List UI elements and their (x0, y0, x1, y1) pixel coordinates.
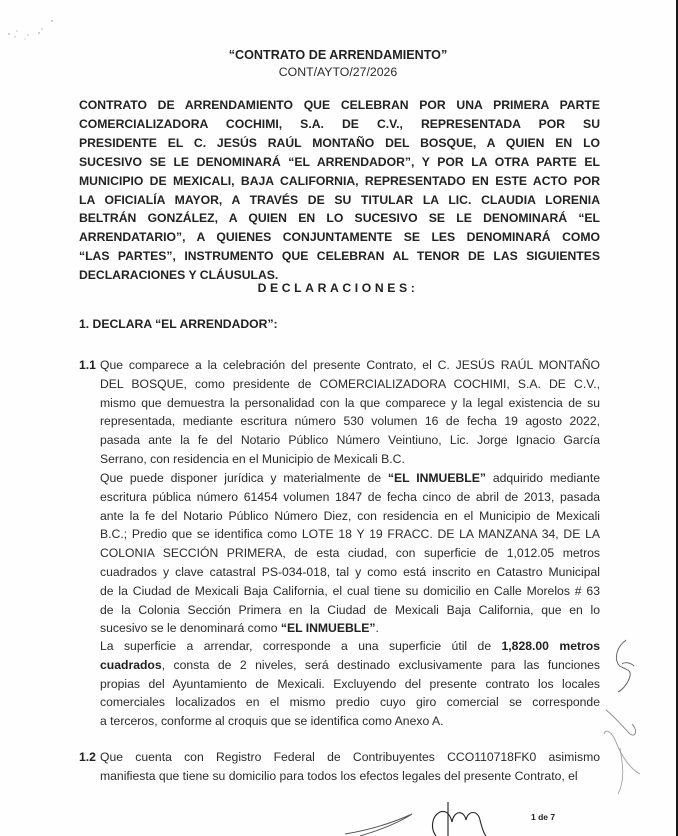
paragraph-line: ante la fe del Notario Público Número Diez, con residencia en el Municipio de Mexicali (100, 508, 600, 523)
paragraph-line: escritura pública número 61454 volumen 1847 de fecha cinco de abril de 2013, pasada (100, 489, 600, 504)
preamble-line: DECLARACIONES Y CLÁUSULAS. (79, 268, 279, 283)
paragraph-superficie (100, 637, 600, 731)
paragraph-line (100, 637, 600, 656)
area-unit: cuadrados (100, 657, 162, 672)
text: , consta de 2 niveles, será destinado exclusivamente para las funciones (161, 657, 600, 672)
margin-initials-signature (600, 628, 660, 798)
paragraph-inmueble (100, 469, 600, 638)
paragraph-line: a terceros, conforme al croquis que se identifica como Anexo A. (100, 714, 444, 729)
item-line: pasada ante la fe del Notario Público Número Veintiuno, Lic. Jorge Ignacio García (100, 433, 600, 448)
paragraph-line: de la Colonia Sección Primera en la Ciudad de Mexicali Baja California, que en lo (100, 602, 600, 617)
item-number: 1.2 (79, 750, 96, 764)
declaration-item-1-1 (79, 356, 600, 469)
text: Que puede disponer jurídica y materialmente de (100, 471, 388, 485)
area-value: 1,828.00 metros (501, 639, 601, 653)
preamble-line: SUCESIVO SE LE DENOMINARÁ “EL ARRENDADOR”, Y POR LA OTRA PARTE EL (79, 154, 600, 169)
declarations-heading: DECLARACIONES: (257, 281, 419, 295)
scan-specks (6, 18, 66, 48)
preamble-line: LA OFICIALÍA MAYOR, A TRAVÉS DE SU TITULAR LA LIC. CLAUDIA LORENIA (79, 192, 600, 207)
preamble-line: CONTRATO DE ARRENDAMIENTO QUE CELEBRAN POR UNA PRIMERA PARTE (79, 98, 600, 112)
paragraph-line: comerciales localizados en el mismo predio cuyo giro comercial se corresponde (100, 695, 600, 710)
text: adquirido mediante (485, 471, 600, 485)
paragraph-line: propias del Ayuntamiento de Mexicali. Excluyendo del presente contrato los locales (100, 676, 600, 691)
paragraph-line (100, 469, 600, 488)
defined-term: “EL INMUEBLE” (387, 471, 486, 485)
section-1-heading: 1. DECLARA “EL ARRENDADOR”: (79, 317, 278, 331)
preamble-line: “LAS PARTES”, INSTRUMENTO QUE CELEBRAN AL TENOR DE LAS SIGUIENTES (79, 249, 600, 264)
document-title: “CONTRATO DE ARRENDAMIENTO” (228, 48, 448, 62)
item-line: representada, mediante escritura número 530 volumen 16 de fecha 19 agosto 2022, (100, 414, 600, 429)
preamble (79, 96, 600, 285)
paragraph-line: COLONIA SECCIÓN PRIMERA, de esta ciudad, con superficie de 1,012.05 metros (100, 546, 600, 561)
item-line: DEL BOSQUE, como presidente de COMERCIALIZADORA COCHIMI, S.A. DE C.V., (100, 376, 600, 391)
preamble-line: MUNICIPIO DE MEXICALI, BAJA CALIFORNIA, REPRESENTADO EN ESTE ACTO POR (79, 173, 600, 188)
paragraph-line: de la Ciudad de Mexicali Baja California, el cual tiene su domicilio en Calle Morelos # 63 (100, 583, 600, 598)
paragraph-line (100, 619, 600, 638)
item-line: Que cuenta con Registro Federal de Contribuyentes CCO110718FK0 asimismo (100, 750, 600, 764)
paragraph-line: cuadrados y clave catastral PS-034-018, tal y como está inscrito en Catastro Municipal (100, 564, 600, 579)
defined-term: “EL INMUEBLE” (280, 621, 376, 636)
bottom-signature (340, 800, 510, 836)
paragraph-line: B.C.; Predio que se identifica como LOTE 18 Y 19 FRACC. DE LA MANZANA 34, DE LA (100, 527, 600, 542)
preamble-line: COMERCIALIZADORA COCHIMI, S.A. DE C.V., REPRESENTADA POR SU (79, 116, 600, 131)
text: . (375, 621, 379, 636)
text: La superficie a arrendar, corresponde a una superficie útil de (100, 639, 502, 653)
preamble-line: PRESIDENTE EL C. JESÚS RAÚL MONTAÑO DEL BOSQUE, A QUIEN EN LO (79, 135, 600, 150)
item-line: Que comparece a la celebración del presente Contrato, el C. JESÚS RAÚL MONTAÑO (100, 358, 600, 372)
preamble-line: ARRENDATARIO”, A QUIENES CONJUNTAMENTE SE LES DENOMINARÁ COMO (79, 230, 600, 245)
text: sucesivo se le denominará como (100, 621, 281, 636)
page-number: 1 de 7 (531, 812, 556, 822)
paragraph-line (100, 656, 600, 675)
item-number: 1.1 (79, 358, 96, 372)
item-line: mismo que demuestra la personalidad con la que comparece y la legal existencia de su (100, 395, 600, 410)
declaration-item-1-2 (79, 748, 600, 786)
item-line: Serrano, con residencia en el Municipio de Mexicali B.C. (100, 451, 405, 466)
item-line: manifiesta que tiene su domicilio para todos los efectos legales del presente Contrato, el (100, 768, 578, 783)
contract-code: CONT/AYTO/27/2026 (278, 65, 398, 79)
preamble-line: BELTRÁN GONZÁLEZ, A QUIEN EN LO SUCESIVO SE LE DENOMINARÁ “EL (79, 211, 600, 226)
